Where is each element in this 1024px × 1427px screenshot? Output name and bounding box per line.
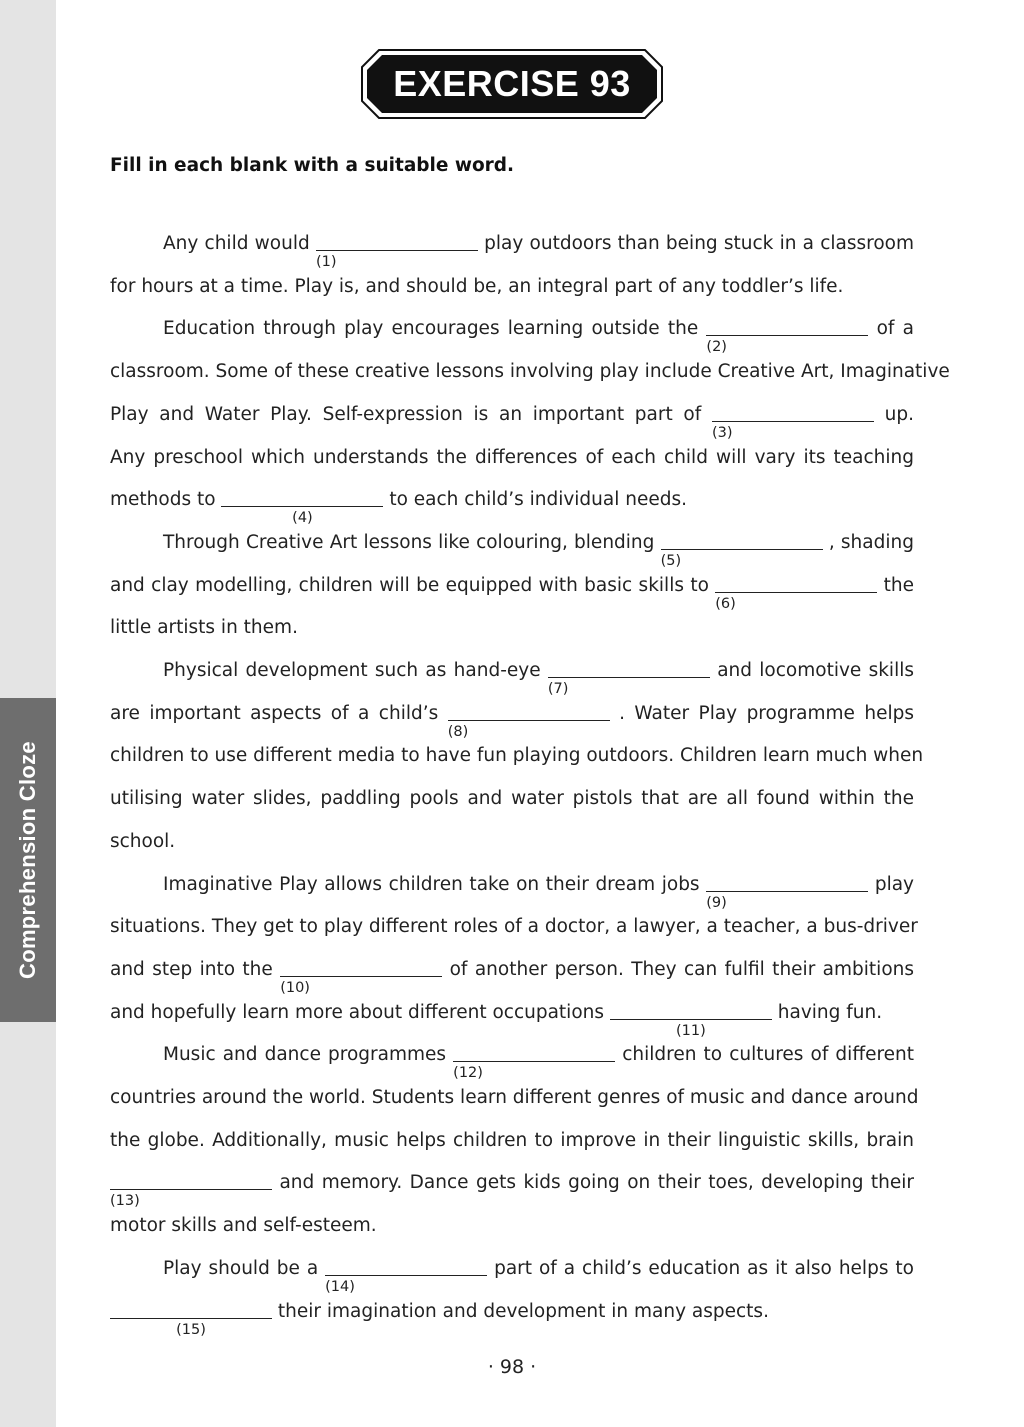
passage-line	[110, 1214, 914, 1238]
answer-blank[interactable]	[110, 1300, 272, 1338]
blank-number: (14)	[325, 1278, 355, 1295]
passage-text: play outdoors than being stuck in a classroom	[484, 233, 914, 254]
passage-line	[110, 915, 918, 939]
exercise-title-badge	[361, 49, 663, 119]
answer-blank[interactable]	[706, 873, 868, 911]
answer-blank[interactable]	[660, 531, 823, 569]
passage-line	[110, 1129, 914, 1153]
passage-text: , shading	[828, 531, 914, 553]
passage-text: up.	[884, 403, 914, 425]
passage-line	[110, 1171, 914, 1210]
instruction-text: Fill in each blank with a suitable word.	[110, 155, 515, 176]
section-side-tab-label: Comprehension Cloze	[15, 741, 41, 979]
passage-text: Music and dance programmes	[163, 1044, 447, 1066]
passage-line	[110, 616, 914, 640]
answer-blank[interactable]	[110, 1171, 272, 1210]
blank-number: (3)	[711, 424, 733, 441]
passage-line	[110, 873, 914, 911]
passage-line	[110, 317, 914, 356]
passage-line	[110, 275, 914, 299]
passage-text: Imaginative Play allows children take on their dream jobs	[163, 873, 700, 895]
passage-text: play	[874, 873, 914, 895]
blank-number: (8)	[447, 723, 469, 740]
blank-number: (4)	[292, 510, 313, 527]
passage-text: are important aspects of a child’s	[110, 702, 439, 724]
passage-line	[110, 1086, 919, 1110]
answer-blank[interactable]	[453, 1043, 615, 1082]
answer-blank[interactable]	[715, 574, 877, 612]
blank-number: (9)	[706, 894, 727, 911]
answer-blank[interactable]	[547, 659, 710, 697]
passage-text: . Water Play programme helps	[619, 702, 914, 724]
passage-text: their imagination and development in many aspects.	[277, 1300, 769, 1322]
passage-text: Any preschool which understands the differences of each child will vary its teaching	[110, 446, 914, 468]
passage-text: Play should be a	[163, 1257, 319, 1279]
passage-line	[110, 531, 914, 569]
blank-number: (11)	[676, 1022, 706, 1039]
passage-line	[110, 830, 914, 854]
passage-line	[110, 1001, 914, 1039]
blank-number: (2)	[706, 339, 727, 356]
exercise-title: EXERCISE 93	[393, 63, 631, 104]
blank-number: (1)	[315, 254, 337, 270]
passage-text: Education through play encourages learning outside the	[163, 318, 699, 340]
passage-text: countries around the world. Students learn different genres of music and dance around	[110, 1087, 919, 1108]
passage-text: and hopefully learn more about different occupations	[110, 1001, 604, 1023]
blank-number: (7)	[547, 681, 569, 697]
blank-number: (10)	[280, 979, 310, 996]
passage-line	[110, 403, 914, 441]
answer-blank[interactable]	[280, 958, 442, 996]
passage-text: situations. They get to play different roles of a doctor, a lawyer, a teacher, a bus-driver	[110, 916, 918, 938]
passage-text: part of a child’s education as it also helps to	[494, 1257, 914, 1279]
answer-blank[interactable]	[221, 488, 383, 527]
passage-text: Play and Water Play. Self-expression is an important part of	[110, 403, 702, 425]
passage-text: the	[883, 574, 914, 596]
answer-blank[interactable]	[325, 1257, 487, 1295]
answer-blank[interactable]	[706, 317, 868, 356]
passage-text: of a	[876, 318, 914, 340]
passage-line	[110, 787, 914, 811]
answer-blank[interactable]	[610, 1001, 772, 1039]
passage-text: Any child would	[163, 233, 310, 254]
passage-line	[110, 360, 950, 384]
passage-text: Physical development such as hand-eye	[163, 660, 541, 681]
passage-text: the globe. Additionally, music helps children to improve in their linguistic skills, brain	[110, 1129, 914, 1151]
passage-text: and clay modelling, children will be equipped with basic skills to	[110, 574, 709, 596]
passage-text: to each child’s individual needs.	[389, 489, 688, 511]
passage-line	[110, 574, 914, 612]
passage-line	[110, 446, 914, 470]
passage-text: and memory. Dance gets kids going on their toes, developing their	[279, 1172, 914, 1194]
passage-text: methods to	[110, 489, 216, 511]
passage-text: children to cultures of different	[622, 1044, 915, 1066]
passage-line	[110, 1300, 914, 1338]
passage-text: motor skills and self-esteem.	[110, 1215, 377, 1237]
answer-blank[interactable]	[711, 403, 874, 441]
blank-number: (15)	[176, 1321, 206, 1338]
passage-text: of another person. They can fulfil their ambitions	[449, 958, 915, 980]
page-number: · 98 ·	[487, 1356, 537, 1378]
passage-text: little artists in them.	[110, 617, 298, 639]
blank-number: (6)	[715, 595, 736, 612]
blank-number: (13)	[110, 1193, 140, 1210]
passage-line	[110, 702, 914, 740]
answer-blank[interactable]	[447, 702, 610, 740]
answer-blank[interactable]	[315, 232, 478, 270]
passage-text: and step into the	[110, 958, 273, 980]
blank-number: (5)	[660, 552, 682, 569]
blank-number: (12)	[453, 1065, 483, 1082]
passage-text: for hours at a time. Play is, and should be, an integral part of any toddler’s life.	[110, 275, 844, 297]
passage-text: school.	[110, 830, 176, 852]
passage-line	[110, 488, 914, 527]
passage-line	[110, 958, 915, 996]
passage-text: and locomotive skills	[717, 660, 914, 681]
passage-text: classroom. Some of these creative lessons involving play include Creative Art, Imaginative	[110, 361, 950, 383]
passage-text: having fun.	[777, 1001, 883, 1023]
passage-text: utilising water slides, paddling pools and water pistols that are all found within the	[110, 788, 914, 810]
passage-line	[110, 744, 924, 768]
passage-line	[110, 1257, 914, 1295]
passage-text: Through Creative Art lessons like colouring, blending	[163, 531, 655, 553]
passage-line	[110, 659, 914, 697]
passage-line	[110, 232, 914, 270]
section-side-tab	[0, 698, 56, 1022]
passage-line	[110, 1043, 915, 1082]
passage-text: children to use different media to have fun playing outdoors. Children learn much when	[110, 745, 924, 767]
